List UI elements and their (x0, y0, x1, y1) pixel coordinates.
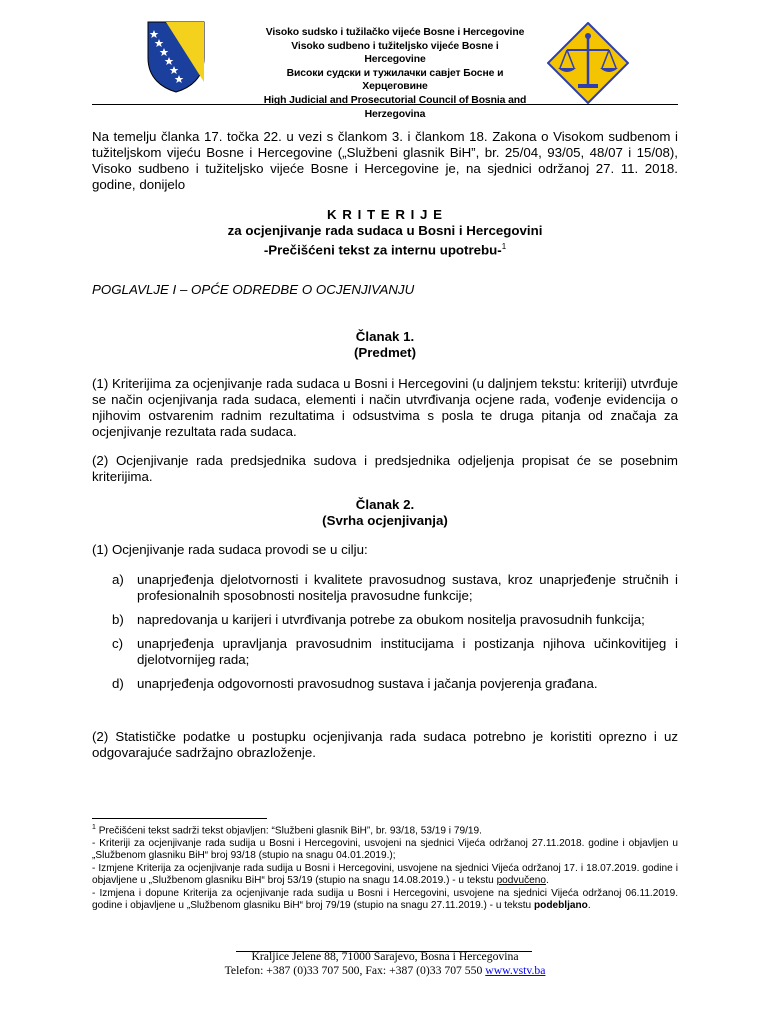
list-item (112, 612, 678, 628)
institution-name-line: Visoko sudsko i tužilačko vijeće Bosne i Hercegovine (265, 27, 525, 38)
title-note-text: -Prečišćeni tekst za internu upotrebu- (263, 242, 502, 258)
article-subject: (Svrha ocjenjivanja) (322, 513, 448, 528)
institution-name-line: High Judicial and Prosecutorial Council of Bosnia and Herzegovina (263, 94, 527, 120)
scales-of-justice-logo-icon (547, 22, 629, 104)
list-item-letter: c) (112, 636, 124, 651)
purpose-list (112, 572, 678, 700)
letterhead (92, 14, 680, 120)
footer-address: Kraljice Jelene 88, 71000 Sarajevo, Bosna i Hercegovina (251, 950, 519, 963)
document-title (92, 207, 678, 258)
list-item-text: napredovanja u karijeri i utvrđivanja potrebe za obukom nositelja pravosudnih funkcija; (137, 612, 645, 627)
list-item-text: unaprjeđenja odgovornosti pravosudnog sustava i jačanja povjerenja građana. (137, 676, 598, 691)
list-item (112, 676, 678, 692)
list-item-text: unaprjeđenja djelotvornosti i kvalitete pravosudnog sustava, kroz unaprjeđenje stručnih i profesionalnih sposobnosti nositelja pravosudne funkcije; (137, 572, 678, 603)
article-2-paragraph-2: (2) Statističke podatke u postupku ocjenjivanja rada sudaca potrebno je koristiti oprezno i uz odgovarajuće sadržajno obrazloženje. (92, 729, 678, 760)
list-item (112, 572, 678, 604)
list-item-letter: d) (112, 676, 124, 691)
footnote-divider (92, 818, 267, 819)
footer-contact: Telefon: +387 (0)33 707 500, Fax: +387 (0)33 707 550 (224, 964, 483, 977)
underlined-marker: podvučeno (496, 875, 546, 887)
chapter-heading: POGLAVLJE I – OPĆE ODREDBE O OCJENJIVANJU (92, 282, 415, 297)
article-number: Članak 2. (355, 497, 415, 512)
article-1-paragraph-1: (1) Kriterijima za ocjenjivanje rada sudaca u Bosni i Hercegovini (u daljnjem tekstu: kriteriji) utvrđuje se način ocjenjivanja rada sudaca, elementi i način utvrđivanja ocjene rada, vođenje evidencija o njihovim ostvarenim radnim rezultatima i odsustvima s posla te druga pitanja od značaja za ocjenjivanje rezultata rada sudaca. (92, 376, 678, 439)
title-main: K R I T E R I J E (326, 207, 443, 222)
footnote-mark: 1 (92, 824, 96, 831)
institution-name-line: Високи судски и тужилачки савјет Босне и Херцеговине (286, 67, 504, 93)
institution-name-line: Visoko sudbeno i tužiteljsko vijeće Bosne i Hercegovine (291, 40, 499, 66)
list-item-text: unaprjeđenja upravljanja pravosudnim institucijama i postizanja njihova učinkovitijeg i djelotvornijeg rada; (137, 636, 678, 667)
article-1-heading (92, 329, 678, 361)
list-item-letter: b) (112, 612, 124, 627)
footnote-entry-end: . (545, 875, 549, 887)
article-number: Članak 1. (355, 329, 415, 344)
website-link[interactable]: www.vstv.ba (485, 964, 546, 977)
list-item-letter: a) (112, 572, 124, 587)
footnote-1 (92, 822, 678, 838)
article-2-heading (92, 497, 678, 529)
article-1-paragraph-2: (2) Ocjenjivanje rada predsjednika sudova i predsjednika odjeljenja propisat će se posebnim kriterijima. (92, 453, 678, 484)
institution-name (260, 26, 530, 121)
footnotes (92, 822, 678, 913)
title-note (92, 239, 678, 258)
intro-paragraph: Na temelju članka 17. točka 22. u vezi s člankom 3. i člankom 18. Zakona o Visokom sudbenom i tužiteljskom vijeću Bosne i Hercegovine („Službeni glasnik BiH”, br. 25/04, 93/05, 48/07 i 15/08), Visoko sudbeno i tužiteljsko vijeće Bosne i Hercegovine je, na sjednici održanoj 27. 11. 2018. godine, donijelo (92, 129, 678, 192)
list-item (112, 636, 678, 668)
footer-contact-line (92, 964, 678, 978)
article-2-paragraph-1: (1) Ocjenjivanje rada sudaca provodi se u cilju: (92, 542, 368, 557)
footnote-entry-text: - Izmjene Kriterija za ocjenjivanje rada sudija u Bosni i Hercegovini, usvojene na sjednici Vijeća održanoj 17. i 18.07.2019. godine i objavljene u „Službenom glasniku BiH“ broj 53/19 (stupio na snagu 14.08.2019.) - u tekstu (92, 862, 678, 887)
title-subtitle: za ocjenjivanje rada sudaca u Bosni i Hercegovini (227, 223, 543, 238)
article-subject: (Predmet) (353, 345, 417, 360)
coat-of-arms-icon (146, 20, 206, 94)
footnote-entry-end: . (587, 900, 591, 912)
footnote-text: Prečišćeni tekst sadrži tekst objavljen: “Službeni glasnik BiH”, br. 93/18, 53/19 i 79/19. (98, 825, 482, 837)
footnote-ref[interactable]: 1 (501, 242, 507, 251)
footnote-entry: - Kriteriji za ocjenjivanje rada sudija u Bosni i Hercegovini, usvojeni na sjednici Vijeća održanoj 27.11.2018. godine i objavljen u „Službenom glasniku BiH“ broj 93/18 (stupio na snagu 04.01.2019.); (92, 837, 678, 862)
header-divider (92, 104, 678, 105)
footnote-entry-text: - Izmjena i dopune Kriterija za ocjenjivanje rada sudija u Bosni i Hercegovini, usvojene na sjednici Vijeća održanoj 06.11.2019. godine i objavljene u „Službenom glasniku BiH“ broj 79/19 (stupio na snagu 27.11.2019.) - u tekstu (92, 887, 678, 912)
bold-marker: podebljano (533, 900, 588, 912)
footnote-entry (92, 863, 678, 888)
footnote-entry (92, 888, 678, 913)
page-footer (92, 950, 678, 978)
